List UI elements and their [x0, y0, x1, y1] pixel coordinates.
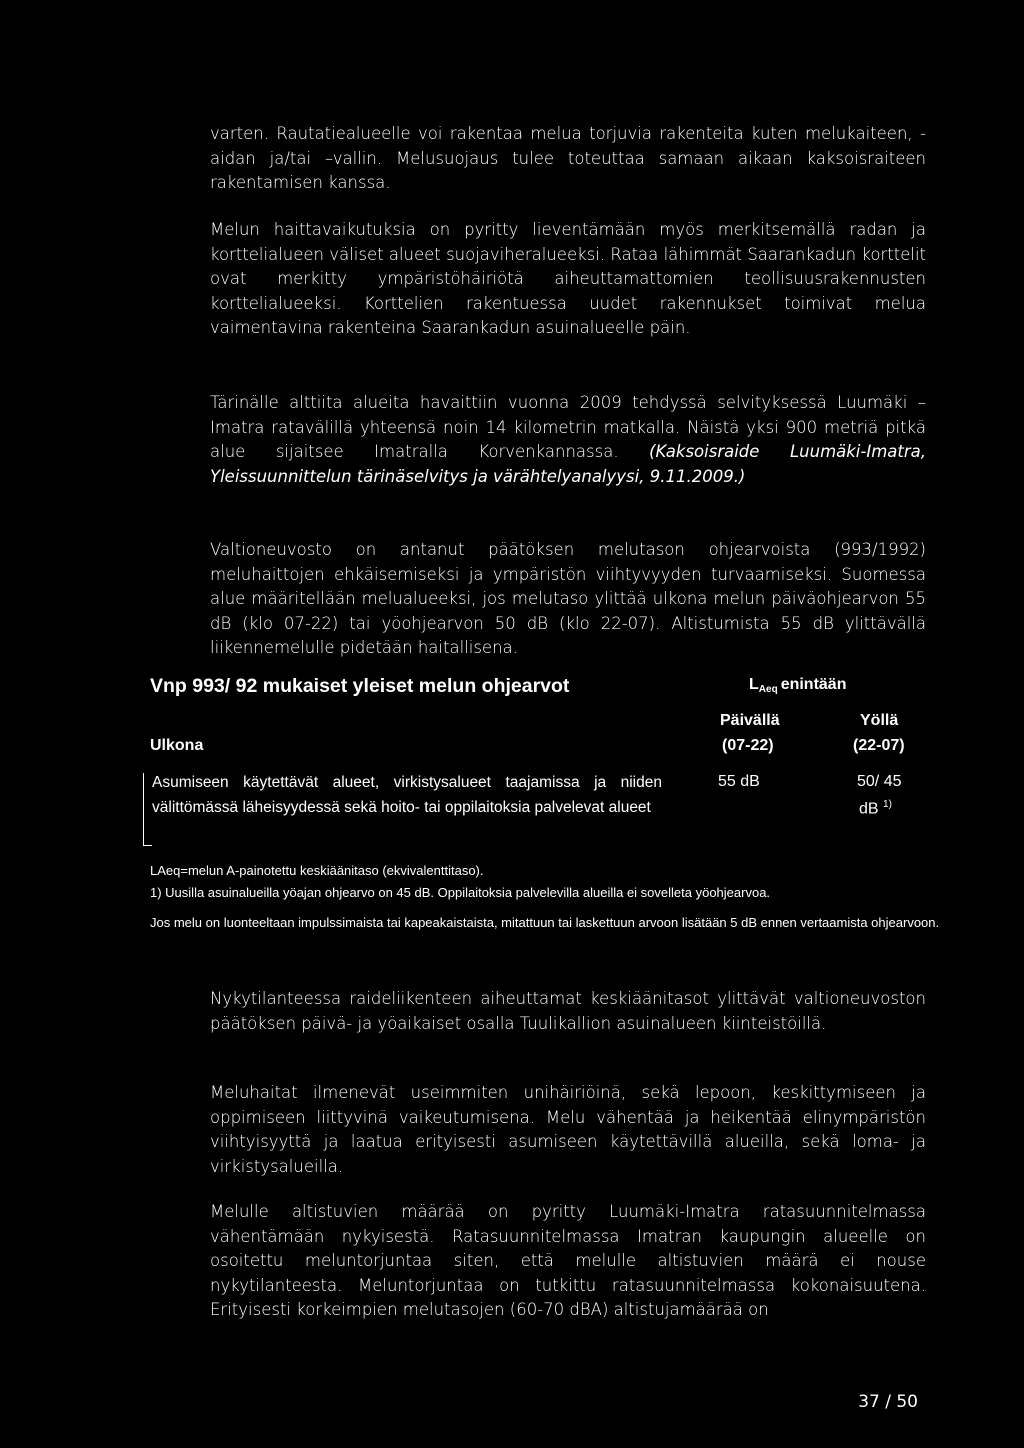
laeq-suffix: enintään: [780, 676, 847, 693]
section-outdoor-label: Ulkona: [150, 737, 204, 754]
paragraph-current-situation: Nykytilanteessa raideliikenteen aiheuttamat keskiäänitasot ylittävät valtioneuvoston päätöksen päivä- ja yöaikaiset osalla Tuulikallion asuinalueen kiinteistöillä.: [210, 989, 926, 1033]
note-impulse-correction: Jos melu on luonteeltaan impulssimaista tai kapeakaistaista, mitattuun tai laskettuun arvoon lisätään 5 dB ennen vertaamista ohjearvoon.: [150, 915, 940, 930]
paragraph-noise-effects: Meluhaitat ilmenevät useimmiten unihäiriöinä, sekä lepoon, keskittymiseen ja oppimiseen liittyvinä vaikeutumisena. Melu vähentää ja heikentää elinympäristön viihtyisyyttä ja laatua erityisesti asumiseen käytettävillä alueilla, sekä loma- ja virkistysalueilla.: [210, 1083, 926, 1176]
paragraph-guideline-values: Valtioneuvosto on antanut päätöksen melutason ohjearvoista (993/1992) meluhaittojen ehkäisemiseksi ja ympäristön viihtyvyyden turvaamiseksi. Suomessa alue määritellään melualueeksi, jos melutaso ylittää ulkona melun päiväohjearvon 55 dB (klo 07-22) tai yöohjearvon 50 dB (klo 22-07). Altistumista 55 dB ylittävällä liikennemelulle pidetään haitallisena.: [210, 540, 926, 658]
note-laeq-definition: LAeq=melun A-painotettu keskiäänitaso (ekvivalenttitaso).: [150, 863, 484, 878]
column-night-header: Yöllä: [860, 712, 899, 729]
laeq-symbol: L: [749, 676, 759, 693]
note-footnote-1: 1) Uusilla asuinalueilla yöajan ohjearvo on 45 dB. Oppilaitoksia palvelevilla alueilla ei sovelleta yöohjearvoa.: [150, 885, 771, 900]
table-title: Vnp 993/ 92 mukaiset yleiset melun ohjearvot: [150, 675, 570, 697]
row-night-unit: [859, 799, 892, 818]
paragraph-noise-mitigation: Melun haittavaikutuksia on pyritty lieventämään myös merkitsemällä radan ja korttelialueen väliset alueet suojaviheralueeksi. Rataa lähimmät Saarankadun korttelit ovat merkitty ympäristöhäiriötä aiheuttamattomien teollisuusrakennusten korttelialueeksi. Korttelien rakentuessa uudet rakennukset toimivat melua vaimentavina rakenteina Saarankadun asuinalueelle päin.: [210, 220, 926, 338]
row-night-value: 50/ 45: [857, 773, 902, 790]
row-night-unit-text: dB: [859, 800, 879, 818]
paragraph-exposure-reduction: Melulle altistuvien määrää on pyritty Luumäki-Imatra ratasuunnitelmassa vähentämään nykyisestä. Ratasuunnitelmassa Imatran kaupungin alueelle on osoitettu meluntorjuntaa siten, että melulle altistuvien määrä ei nouse nykytilanteesta. Meluntorjuntaa on tutkittu ratasuunnitelmassa kokonaisuutena. Erityisesti korkeimpien melutasojen (60-70 dBA) altistujamäärää on: [210, 1202, 926, 1320]
laeq-header: [749, 676, 846, 695]
page-number: 37 / 50: [858, 1392, 918, 1412]
vibration-text: Tärinälle alttiita alueita havaittiin vuonna 2009 tehdyssä selvityksessä Luumäki –Imatra ratavälillä yhteensä noin 14 kilometrin matkalla. Näistä yksi 900 metriä pitkä alue sijaitsee Imatralla Korvenkannassa.: [210, 393, 926, 462]
table-row-label: Asumiseen käytettävät alueet, virkistysalueet taajamissa ja niiden välittömässä läheisyydessä sekä hoito- tai oppilaitoksia palvelevat alueet: [152, 774, 662, 816]
paragraph-noise-barriers: varten. Rautatiealueelle voi rakentaa melua torjuvia rakenteita kuten melukaiteen, -aidan ja/tai –vallin. Melusuojaus tulee toteuttaa samaan aikaan kaksoisraiteen rakentamisen kanssa.: [210, 124, 926, 193]
paragraph-vibration: [210, 391, 926, 489]
laeq-subscript: Aeq: [758, 684, 778, 695]
row-night-footnote-mark: 1): [883, 799, 892, 810]
vibration-citation: (Kaksoisraide Luumäki-Imatra, Yleissuunnittelun tärinäselvitys ja värähtelyanalyysi, 9.11.2009.): [210, 442, 927, 486]
row-bracket: [143, 773, 152, 846]
column-day-header: Päivällä: [720, 712, 780, 729]
row-day-value: 55 dB: [718, 773, 760, 790]
column-day-time: (07-22): [722, 737, 774, 754]
column-night-time: (22-07): [853, 737, 905, 754]
